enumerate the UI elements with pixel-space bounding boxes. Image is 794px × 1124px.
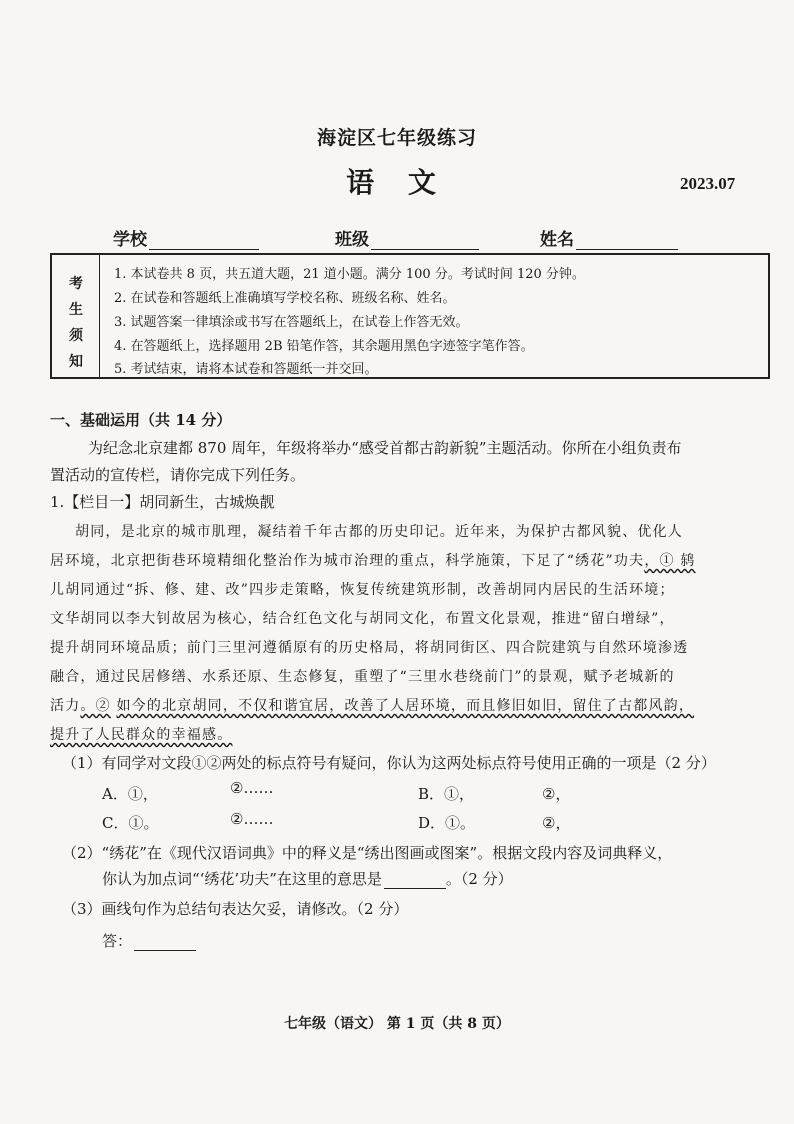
passage-text: 活力 [50,698,81,714]
option-b-1[interactable]: B．①， [418,785,475,803]
class-field[interactable] [335,225,479,250]
option-d-1[interactable]: D．①。 [418,814,476,832]
class-blank[interactable] [371,233,479,250]
notice-box [50,253,770,379]
answer-blank[interactable] [134,934,196,951]
school-blank[interactable] [149,233,259,250]
class-label: 班级 [335,230,369,250]
notice-label [52,255,100,377]
intro-line: 置活动的宣传栏，请你完成下列任务。 [50,466,306,484]
notice-item: 3. 试题答案一律填涂或书写在答题纸上，在试卷上作答无效。 [114,315,469,330]
name-field[interactable] [540,225,678,250]
notice-label-char: 须 [69,328,83,344]
section-heading: 一、基础运用（共 14 分） [50,411,232,429]
subject-title: 语 文 [346,166,448,199]
passage-line: 儿胡同通过“拆、修、建、改”四步走策略，恢复传统建筑形制，改善胡同内居民的生活环境； [50,582,675,598]
option-a-1[interactable]: A．①， [102,785,158,803]
passage-marker: 。② [80,698,111,714]
notice-label-char: 生 [69,302,83,318]
passage-line [50,550,696,570]
passage-line: 融合，通过民居修缮、水系还原、生态修复，重塑了“三里水巷绕前门”的景观，赋予老城新的 [50,669,675,685]
name-label: 姓名 [540,230,574,250]
school-field[interactable] [113,225,259,250]
question-2-text: 你认为加点词“‘绣花’功夫”在这里的意思是 [102,870,382,888]
notice-item: 5. 考试结束，请将本试卷和答题纸一并交回。 [114,362,378,377]
passage-line: 胡同，是北京的城市肌理，凝结着千年古都的历史印记。近年来，为保护古都风貌、优化人 [75,524,683,540]
name-blank[interactable] [576,233,678,250]
option-d-2: ②， [542,814,571,832]
option-c-2: ②…… [230,810,274,828]
exam-title: 海淀区七年级练习 [316,127,477,149]
answer-line [102,930,196,951]
passage-line [50,695,694,715]
option-b-2: ②， [542,785,571,803]
passage-line [50,724,232,744]
answer-label: 答： [102,932,133,950]
question-1: （1）有同学对文段①②两处的标点符号有疑问，你认为这两处标点符号使用正确的一项是（2 分） [62,754,716,772]
underlined-sentence: 如今的北京胡同，不仅和谐宜居，改善了人居环境，而且修旧如旧，留住了古都风韵， [116,698,695,714]
passage-marker: ，① 鸫 [644,553,696,569]
exam-date: 2023.07 [680,174,736,193]
page-footer: 七年级（语文） 第 1 页（共 8 页） [284,1016,510,1032]
question-3: （3）画线句作为总结句表达欠妥，请修改。（2 分） [62,900,409,918]
question-2: （2）“绣花”在《现代汉语词典》中的释义是“绣出图画或图案”。根据文段内容及词典释义， [62,844,673,862]
answer-blank[interactable] [384,872,446,889]
column-title: 1.【栏目一】胡同新生，古城焕靓 [50,493,275,511]
option-c-1[interactable]: C．①。 [102,814,159,832]
intro-line: 为纪念北京建都 870 周年，年级将举办“感受首都古韵新貌”主题活动。你所在小组负责布 [88,439,682,457]
school-label: 学校 [113,230,147,250]
question-2-line2 [102,868,513,889]
notice-label-char: 知 [69,354,83,370]
notice-item: 2. 在试卷和答题纸上准确填写学校名称、班级名称、姓名。 [114,291,456,306]
passage-line: 提升胡同环境品质；前门三里河遵循原有的历史格局，将胡同街区、四合院建筑与自然环境渗透 [50,640,689,656]
notice-item: 4. 在答题纸上，选择题用 2B 铅笔作答，其余题用黑色字迹签字笔作答。 [114,339,534,354]
notice-label-char: 考 [69,276,83,292]
question-2-score: 。（2 分） [445,870,513,888]
option-a-2: ②…… [230,779,274,797]
notice-item: 1. 本试卷共 8 页，共五道大题，21 道小题。满分 100 分。考试时间 120 分钟。 [114,267,585,282]
passage-line: 文华胡同以李大钊故居为核心，结合红色文化与胡同文化，布置文化景观，推进“留白增绿”， [50,611,675,627]
underlined-sentence: 提升了人民群众的幸福感。 [50,727,233,743]
passage-text: 居环境，北京把街巷环境精细化整治作为城市治理的重点，科学施策，下足了“绣花”功夫 [50,553,645,569]
